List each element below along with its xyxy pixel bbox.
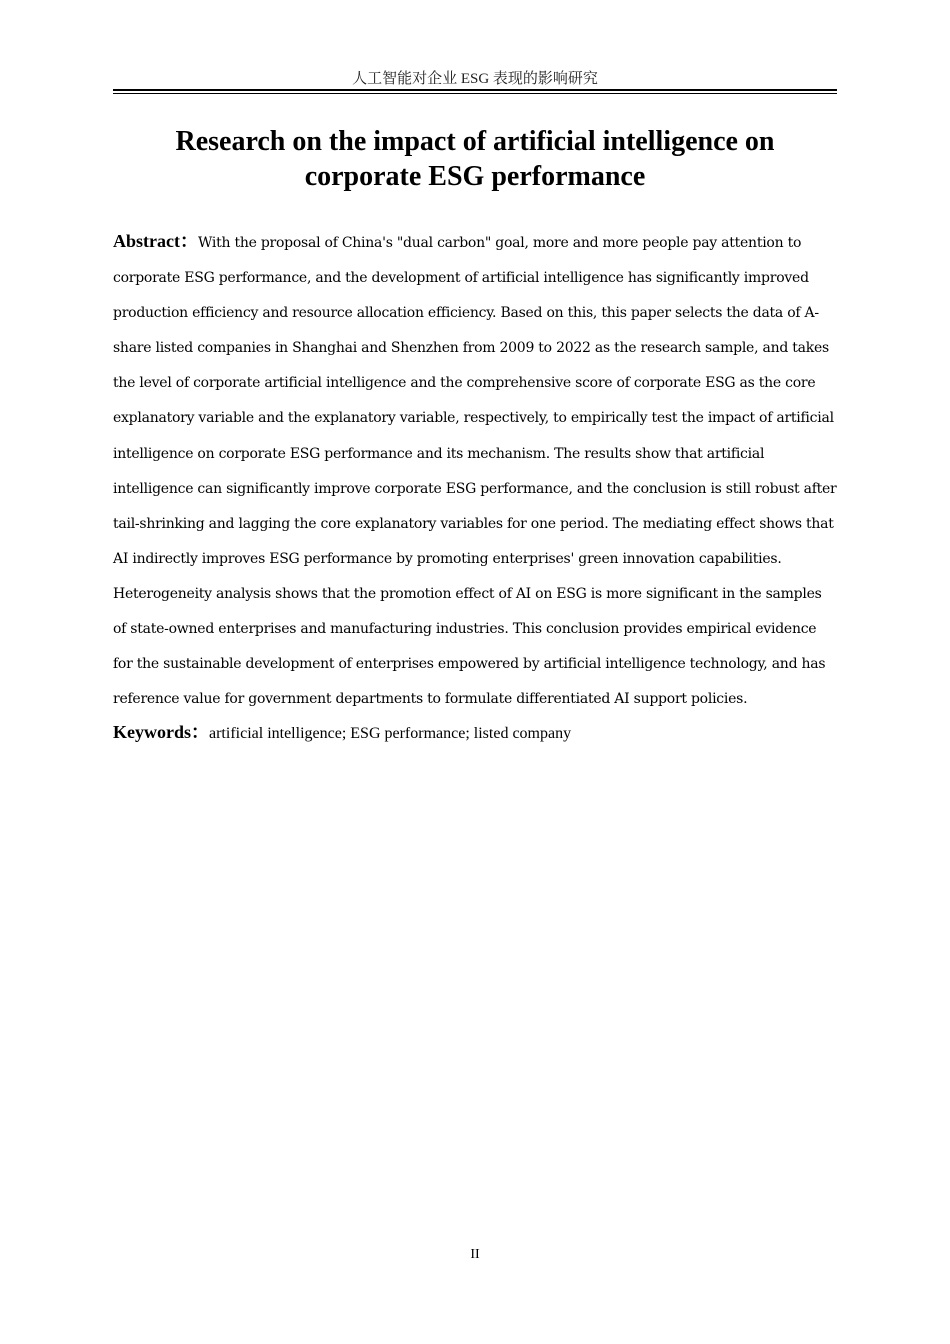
keywords-label: Keywords： — [113, 722, 209, 742]
abstract-text: With the proposal of China's "dual carbon" goal, more and more people pay attention to corporate ESG performance, and the development of artificial intelligence has significantly improved production efficiency and resource allocation efficiency. Based on this, this paper selects the data of A-share listed companies in Shanghai and Shenzhen from 2009 to 2022 as the research sample, and takes the level of corporate artificial intelligence and the comprehensive score of corporate ESG as the core explanatory variable and the explanatory variable, respectively, to empirically test the impact of artificial intelligence on corporate ESG performance and its mechanism. The results show that artificial intelligence can significantly improve corporate ESG performance, and the conclusion is still robust after tail-shrinking and lagging the core explanatory variables for one period. The mediating effect shows that AI indirectly improves ESG performance by promoting enterprises' green innovation capabilities. Heterogeneity analysis shows that the promotion effect of AI on ESG is more significant in the samples of state-owned enterprises and manufacturing industries. This conclusion provides empirical evidence for the sustainable development of enterprises empowered by artificial intelligence technology, and has reference value for government departments to formulate differentiated AI support policies. — [113, 235, 837, 708]
keywords-section — [113, 718, 837, 748]
page-number: II — [470, 1247, 480, 1262]
keywords-text: artificial intelligence; ESG performance; listed company — [209, 725, 572, 742]
header-rule-thin — [113, 93, 837, 94]
running-header: 人工智能对企业 ESG 表现的影响研究 — [352, 71, 598, 87]
paper-title — [113, 124, 837, 194]
abstract-label: Abstract： — [113, 231, 198, 251]
title-line-2: corporate ESG performance — [304, 161, 646, 192]
title-line-1: Research on the impact of artificial intelligence on — [175, 126, 775, 157]
abstract-section — [113, 224, 837, 717]
header-rule-thick — [113, 89, 837, 91]
